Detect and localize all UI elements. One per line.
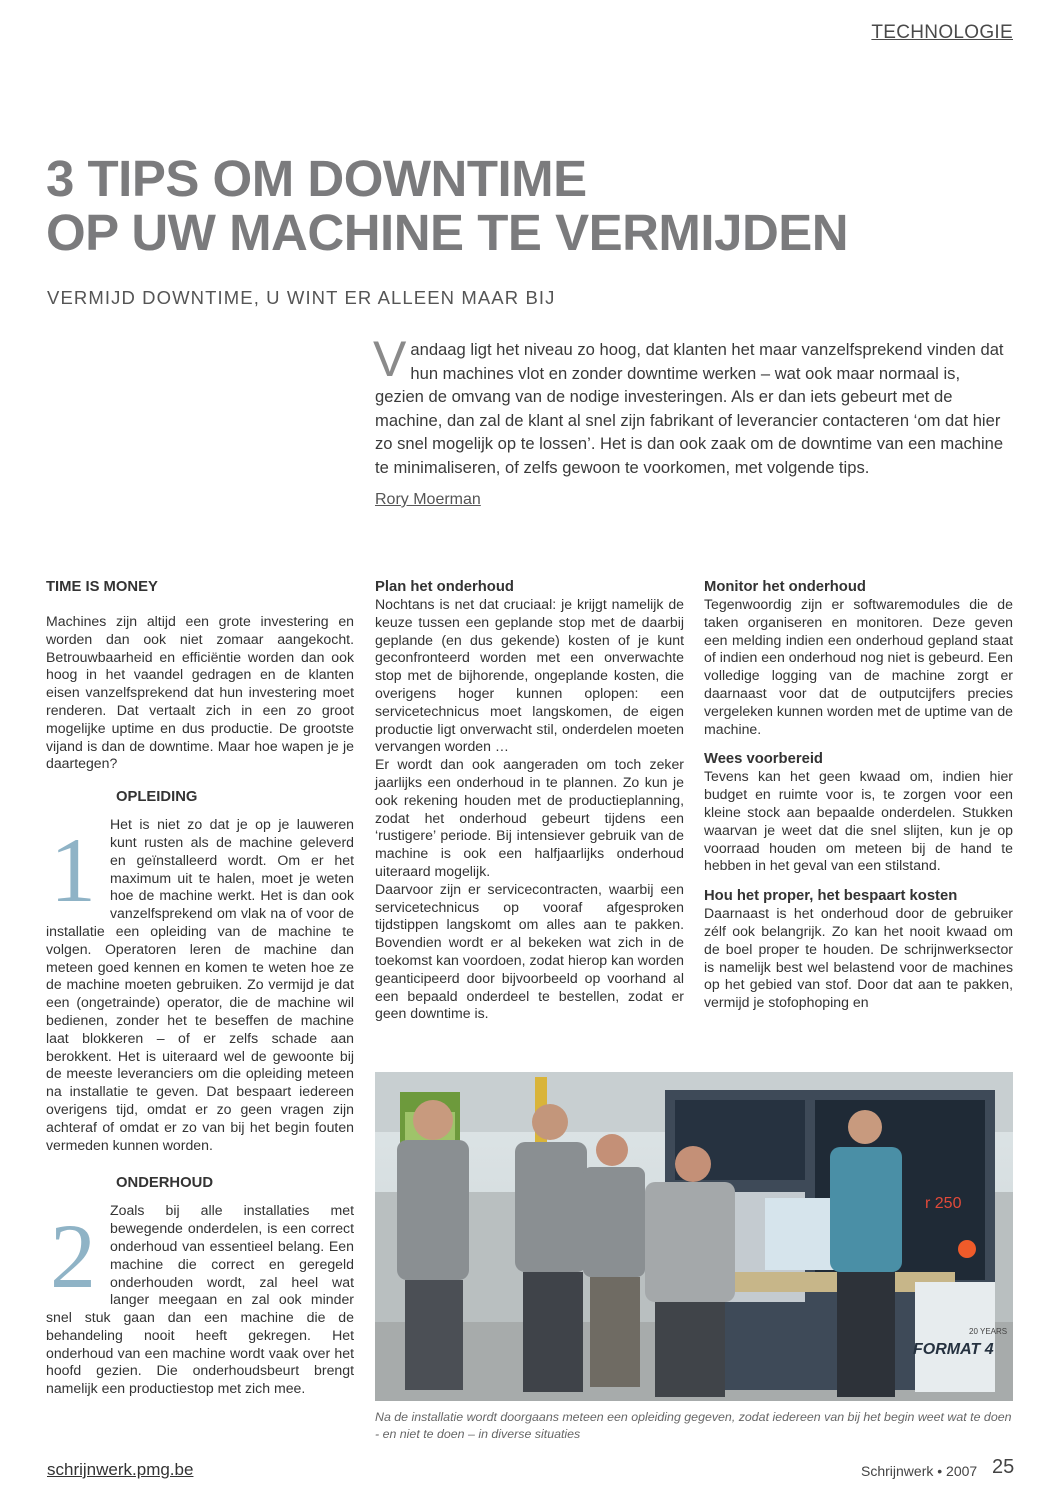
tip-number-1: 1 <box>50 819 96 922</box>
machine-screen-text: r 250 <box>925 1195 962 1212</box>
heading-opleiding: OPLEIDING <box>116 789 198 806</box>
paragraph-onderhoud <box>46 1202 354 1398</box>
paragraph-plan-2: Er wordt dan ook aangeraden om toch zeker jaarlijks een onderhoud in te plannen. Zo kun je ook rekening houden met de productieplanning, zodat het onderhoud gebeurt tijdens een ‘rustigere’ periode. Bij intensiever gebruik van de machine is ook een halfjaarlijks onderhoud uiteraard mogelijk. <box>375 756 684 879</box>
paragraph-voorbereid: Tevens kan het geen kwaad om, indien hier budget en ruimte voor is, te zorgen voor een kleine stock aan bepaalde onderdelen. Stukken waarvan je weet dat die snel slijten, kun je op voorraad houden om meteen bij de hand te hebben in het geval van een stilstand. <box>704 768 1013 874</box>
column-3 <box>704 578 1013 1012</box>
intro-dropcap: V <box>373 331 407 387</box>
author-byline: Rory Moerman <box>375 491 481 508</box>
heading-onderhoud: ONDERHOUD <box>116 1175 214 1192</box>
title-line-2: OP UW MACHINE TE VERMIJDEN <box>46 204 849 261</box>
article-subtitle: VERMIJD DOWNTIME, U WINT ER ALLEEN MAAR BIJ <box>47 287 556 308</box>
intro-paragraph <box>373 331 1011 479</box>
onderhoud-text: Zoals bij alle installaties met bewegende onderdelen, is een correct onderhoud van essentieel belang. Een machine die correct en geregeld onderhouden wordt, zal heel wat langer meegaan en zal ook minder snel stuk gaan dan een machine die de behandeling nooit heeft gekregen. Het onderhoud van een machine wordt vaak over het hoofd gezien. Die onderhoudsbeurt brengt namelijk een productiestop met zich mee. <box>46 1202 354 1397</box>
paragraph-proper: Daarnaast is het onderhoud door de gebruiker zélf ook belangrijk. Zo kan het nooit kwaad om de boel proper te houden. De schrijnwerksector is namelijk best wel belastend voor de machines op het gebied van stof. Door dat aan te pakken, vermijd je stofophoping en <box>704 905 1013 1011</box>
heading-monitor: Monitor het onderhoud <box>704 579 866 595</box>
paragraph-time-is-money: Machines zijn altijd een grote investering en worden dan ook niet zomaar aangekocht. Betrouwbaarheid en efficiëntie worden dan ook hoog in het vaandel gedragen en de klanten eisen vanzelfsprekend dat hun investering moet renderen. Dat vertaalt zich in een zo groot mogelijke uptime en dus productie. De grootste vijand is dan de downtime. Maar hoe wapen je je daartegen? <box>46 613 354 772</box>
section-label: TECHNOLOGIE <box>871 22 1013 43</box>
footer-magazine-issue: Schrijnwerk • 2007 <box>861 1463 978 1479</box>
heading-proper: Hou het proper, het bespaart kosten <box>704 888 958 905</box>
machine-brand: FORMAT 4 <box>913 1341 994 1358</box>
page-number: 25 <box>992 1456 1015 1478</box>
article-title <box>46 152 848 260</box>
heading-voorbereid: Wees voorbereid <box>704 751 823 768</box>
emergency-stop <box>958 1240 976 1258</box>
footer-website-link[interactable]: schrijnwerk.pmg.be <box>47 1460 194 1479</box>
photo-caption: Na de installatie wordt doorgaans meteen een opleiding gegeven, zodat iedereen van bij het begin weet wat te doen - en niet te doen – in diverse situaties <box>375 1410 1012 1441</box>
machine-badge: 20 YEARS <box>969 1327 1008 1336</box>
paragraph-opleiding <box>46 816 354 1154</box>
title-line-1: 3 TIPS OM DOWNTIME <box>46 150 587 207</box>
column-1 <box>46 578 354 1398</box>
paragraph-plan-3: Daarvoor zijn er servicecontracten, waarbij een servicetechnicus op vooraf afgesproken tijdstippen langskomt om alles aan te pakken. Bovendien wordt er al bekeken wat zich in de toekomst kan voordoen, zodat hierop kan worden geanticipeerd door bijvoorbeeld op voorhand al een bepaald onderdeel te bestellen, zodat er geen downtime is. <box>375 880 684 1022</box>
heading-time-is-money: TIME IS MONEY <box>46 579 158 595</box>
workshop-illustration <box>375 1072 1013 1401</box>
paragraph-plan-1: Nochtans is net dat cruciaal: je krijgt namelijk de keuze tussen een geplande stop met de daarbij geplande (en dus gekende) kosten of je kunt geconfronteerd worden met een onverwachte stop met de bijhorende, ongeplande kosten, die overigens hoger kunnen oplopen: een servicetechnicus moet langskomen, de eigen productie ligt onverwacht stil, onderdelen moeten vervangen worden … <box>375 596 684 755</box>
heading-plan-onderhoud: Plan het onderhoud <box>375 579 514 595</box>
paragraph-monitor: Tegenwoordig zijn er softwaremodules die de taken organiseren en monitoren. Deze geven een melding indien een onderhoud gepland staat of indien een onderhoud nog niet is gebeurd. Een volledige logging van de machine zorgt er daarnaast voor dat de outputcijfers precies vergeleken kunnen worden met de uptime van de machine. <box>704 596 1013 737</box>
article-photo <box>375 1072 1013 1401</box>
intro-text: andaag ligt het niveau zo hoog, dat klanten het maar vanzelfsprekend vinden dat hun machines vlot en zonder downtime werken – wat ook maar normaal is, gezien de omvang van de nodige investeringen. Als er dan iets gebeurt met de machine, dan zal de klant al snel zijn fabrikant of leverancier contacteren ‘om dat hier zo snel mogelijk op te lossen’. Het is dan ook zaak om de downtime van een machine te minimaliseren, of zelfs gewoon te voorkomen, met volgende tips. <box>375 340 1004 477</box>
opleiding-text: Het is niet zo dat je op je lauweren kunt rusten als de machine geleverd en geïnstalleerd wordt. Om er het maximum uit te halen, moet je weten hoe de machine werkt. Het is dan ook vanzelfsprekend om vlak na of voor de installatie een opleiding van de machine te volgen. Operatoren leren de machine dan meteen goed kennen en komen te weten hoe ze de machine moeten gebruiken. Zo vermijd je dat een (ongetrainde) operator, die de machine wil bedienen, zonder het te beseffen de machine laat blokkeren – of er zelfs schade aan berokkent. Het is uiteraard wel de gewoonte bij de meeste leveranciers om die opleiding meteen na installatie te geven. Dat bespaart iedereen overigens tijd, omdat er zo geen vragen zijn achteraf of omdat er zo van bij het begin fouten vermeden kunnen worden. <box>46 816 354 1153</box>
column-2 <box>375 578 684 1023</box>
tip-number-2: 2 <box>50 1205 96 1308</box>
